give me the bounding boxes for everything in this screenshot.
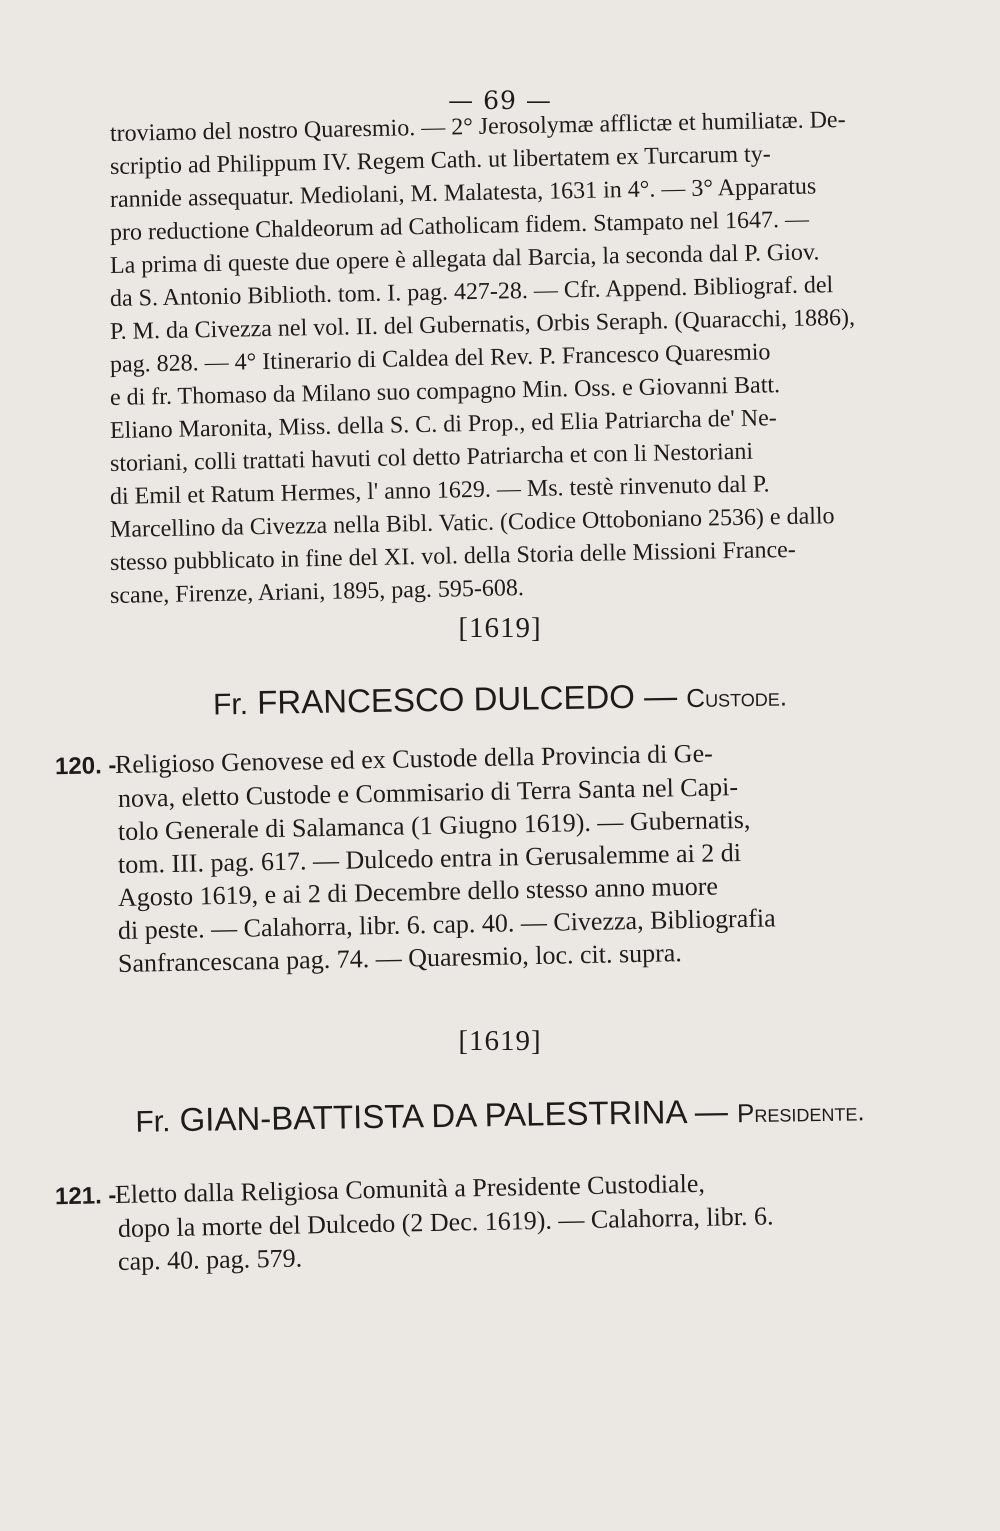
entry-number: 120. -: [54, 752, 117, 781]
text-line: pag. 828. — 4° Itinerario di Caldea del Rev. P. Francesco Quaresmio: [109, 339, 771, 378]
text-line: Sanfrancescana pag. 74. — Quaresmio, loc. cit. supra.: [117, 938, 683, 978]
heading-name: FRANCESCO DULCEDO: [256, 677, 636, 721]
text-line: P. M. da Civezza nel vol. II. del Gubernatis, Orbis Seraph. (Quaracchi, 1886),: [109, 304, 856, 345]
entry-first-line: Religioso Genovese ed ex Custode della Provincia di Ge-: [114, 738, 714, 780]
text-line: di Emil et Ratum Hermes, l' anno 1629. — Ms. testè rinvenuto dal P.: [109, 471, 770, 510]
entry-120: [54, 738, 888, 980]
heading-role: Presidente.: [736, 1096, 865, 1129]
text-line: dopo la morte del Dulcedo (2 Dec. 1619). — Calahorra, libr. 6.: [117, 1201, 774, 1243]
text-line: La prima di queste due opere è allegata dal Barcia, la seconda dal P. Giov.: [109, 239, 820, 279]
heading-name: GIAN-BATTISTA DA PALESTRINA: [179, 1093, 686, 1139]
text-line: di peste. — Calahorra, libr. 6. cap. 40. — Civezza, Bibliografia: [117, 903, 776, 945]
intro-paragraph: [109, 106, 880, 613]
text-line: da S. Antonio Biblioth. tom. I. pag. 427-28. — Cfr. Append. Bibliograf. del: [109, 272, 834, 312]
text-line: scriptio ad Philippum IV. Regem Cath. ut libertatem ex Turcarum ty-: [109, 141, 771, 180]
text-line: tolo Generale di Salamanca (1 Giugno 1619). — Gubernatis,: [117, 804, 751, 846]
text-line: Marcellino da Civezza nella Bibl. Vatic. (Codice Ottoboniano 2536) e dallo: [109, 503, 835, 543]
text-line: scane, Firenze, Ariani, 1895, pag. 595-608.: [109, 575, 525, 609]
heading-role: Custode.: [686, 681, 788, 714]
text-line: Agosto 1619, e ai 2 di Decembre dello stesso anno muore: [117, 871, 719, 912]
text-line: nova, eletto Custode e Commisario di Terra Santa nel Capi-: [117, 772, 739, 813]
heading-dash: —: [643, 677, 678, 715]
text-line: troviamo del nostro Quaresmio. — 2° Jerosolymæ afflictæ et humiliatæ. De-: [109, 106, 846, 147]
heading-dash: —: [694, 1092, 729, 1130]
entry-number: 121. -: [54, 1182, 117, 1211]
text-line: pro reductione Chaldeorum ad Catholicam fidem. Stampato nel 1647. —: [109, 206, 810, 246]
heading-prefix: Fr.: [212, 687, 249, 722]
text-line: tom. III. pag. 617. — Dulcedo entra in Gerusalemme ai 2 di: [117, 838, 742, 879]
text-line: stesso pubblicato in fine del XI. vol. della Storia delle Missioni France-: [109, 536, 796, 576]
text-line: storiani, colli trattati havuti col detto Patriarcha et con li Nestoriani: [109, 438, 754, 477]
entry-121: [54, 1168, 888, 1278]
section-year: [1619]: [458, 612, 542, 644]
text-line: rannide assequatur. Mediolani, M. Malatesta, 1631 in 4°. — 3° Apparatus: [109, 173, 817, 213]
page-number: — 69 —: [448, 86, 552, 115]
text-line: e di fr. Thomaso da Milano suo compagno Min. Oss. e Giovanni Batt.: [109, 372, 781, 411]
section-year: [1619]: [458, 1025, 542, 1057]
text-line: Eliano Maronita, Miss. della S. C. di Prop., ed Elia Patriarcha de' Ne-: [109, 405, 777, 444]
entry-first-line: Eletto dalla Religiosa Comunità a Presidente Custodiale,: [114, 1168, 706, 1210]
section-heading: [0, 672, 1000, 726]
heading-prefix: Fr.: [135, 1105, 171, 1139]
text-line: cap. 40. pag. 579.: [117, 1243, 303, 1276]
section-heading: [0, 1088, 1000, 1142]
